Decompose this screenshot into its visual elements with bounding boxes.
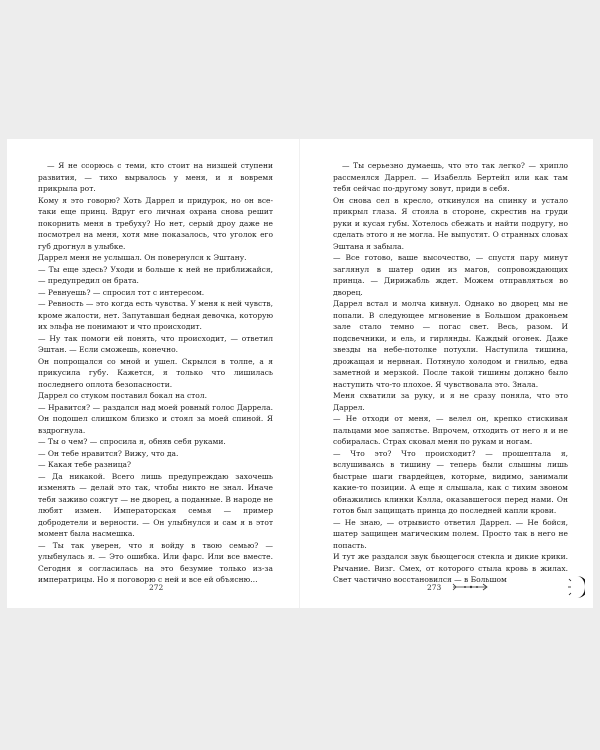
- paragraph: — Ты о чем? — спросила я, обняв себя руками.: [38, 437, 226, 446]
- paragraph: Даррел со стуком поставил бокал на стол.: [38, 391, 207, 400]
- paragraph: Он снова сел в кресло, откинулся на спинку и устало прикрыл глаза. Я стояла в стороне, скрестив на груди руки и кусая губы. Хотелось сбежать и найти подругу, но сделать этого я не могла. Не выпустят. О странных словах Эштана я забыла.: [333, 195, 568, 251]
- paragraph: Даррел меня не услышал. Он повернулся к Эштану.: [38, 253, 247, 262]
- paragraph: — Ты так уверен, что я войду в твою семью? — улыбнулась я. — Это ошибка. Или фарс. Или все вместе. Сегодня я согласилась на это безумие только из-за императрицы. Но я поговорю с ней и все ей объясню…: [38, 540, 273, 584]
- crescent-moon-icon: [567, 575, 585, 599]
- paragraph: — Что это? Что происходит? — прошептала я, вслушиваясь в тишину — теперь были слышны лишь быстрые шаги гвардейцев, которые, видимо, занимали какие-то позиции. А еще я слышала, как с тихим звоном обнажились клинки Кэлла, оказавшегося перед нами. Он готов был защищать принца до последней капли крови.: [333, 448, 568, 515]
- paragraph: Даррел встал и молча кивнул. Однако во дворец мы не попали. В следующее мгновение в Большом драконьем зале стало темно — погас свет. Весь, разом. И подсвечники, и ель, и гирлянды. Каждый огонек. Даже звезды на небе-потолке потухли. Наступила тишина, дрожащая и нервная. Потянуло холодом и гнилью, едва заметной и мерзкой. После такой тишины должно было наступить что-то плохое. Я чувствовала это. Знала.: [333, 299, 568, 389]
- paragraph: Кому я это говорю? Хоть Даррел и придурок, но он все-таки еще принц. Вдруг его личная охрана снова решит покорнить меня в требуху? Но нет, серый дроу даже не посмотрел на меня, хотя мне показалось, что уголок его губ дрогнул в улыбке.: [38, 195, 273, 251]
- right-page-text: [333, 160, 568, 586]
- paragraph: — Не отходи от меня, — велел он, крепко стискивая пальцами мое запястье. Впрочем, отходить от него я и не собиралась. Страх сковал меня по рукам и ногам.: [333, 414, 568, 446]
- book-spread: [7, 139, 593, 608]
- paragraph: — Не знаю, — отрывисто ответил Даррел. — Не бойся, шатер защищен магическим полем. Просто так в него не попасть.: [333, 517, 568, 550]
- paragraph: — Ты серьезно думаешь, что это так легко? — хрипло рассмеялся Даррел. — Изабелль Бертейл или как там тебя сейчас по-другому зовут, приди в себя.: [333, 161, 568, 193]
- paragraph: И тут же раздался звук бьющегося стекла и дикие крики. Рычание. Визг. Смех, от которого стыла кровь в жилах. Свет частично восстановился — в Большом: [333, 552, 568, 584]
- arrow-ornament-icon: [451, 582, 491, 592]
- left-page-number: 272: [149, 583, 164, 592]
- paragraph: — Ревнуешь? — спросил тот с интересом.: [38, 287, 205, 297]
- right-page-number: 273: [427, 583, 442, 592]
- page-gutter: [299, 139, 300, 608]
- paragraph: — Ревность — это когда есть чувства. У меня к ней чувств, кроме жалости, нет. Запутавшая бедная девочка, которую их эльфа не понимают и что происходит.: [38, 299, 273, 331]
- paragraph: Он попрощался со мной и ушел. Скрылся в толпе, а я прикусила губу. Кажется, я только что лишилась последнего оплота безопасности.: [38, 356, 273, 389]
- paragraph: — Он тебе нравится? Вижу, что да.: [38, 448, 179, 458]
- paragraph: — Нравится? — раздался над моей ровный голос Даррела. Он подошел слишком близко и стоял за моей спиной. Я вздрогнула.: [38, 402, 273, 435]
- paragraph: — Я не ссорюсь с теми, кто стоит на низшей ступени развития, — тихо вырвалось у меня, и я вовремя прикрыла рот.: [38, 161, 273, 193]
- paragraph: — Да никакой. Всего лишь предупреждаю захочешь изменять — делай это так, чтобы никто не знал. Иначе тебя заживо сожгут — не дворец, а поданные. В народе не любят измен. Императорская семья — пример добродетели и верности. — Он улыбнулся и сам я в этот момент была насмешка.: [38, 471, 273, 538]
- paragraph: — Какая тебе разница?: [38, 460, 132, 469]
- paragraph: — Ты еще здесь? Уходи и больше к ней не приближайся, — предупредил он брата.: [38, 264, 273, 285]
- paragraph: — Все готово, ваше высочество, — спустя пару минут заглянул в шатер один из магов, сопровождающих принца. — Дирижабль ждет. Можем отправляться во дворец.: [333, 253, 568, 297]
- left-page-text: [38, 160, 273, 586]
- paragraph: Меня схватили за руку, и я не сразу поняла, что это Даррел.: [333, 391, 568, 412]
- paragraph: — Ну так помоги ей понять, что происходит, — ответил Эштан. — Если сможешь, конечно.: [38, 333, 273, 354]
